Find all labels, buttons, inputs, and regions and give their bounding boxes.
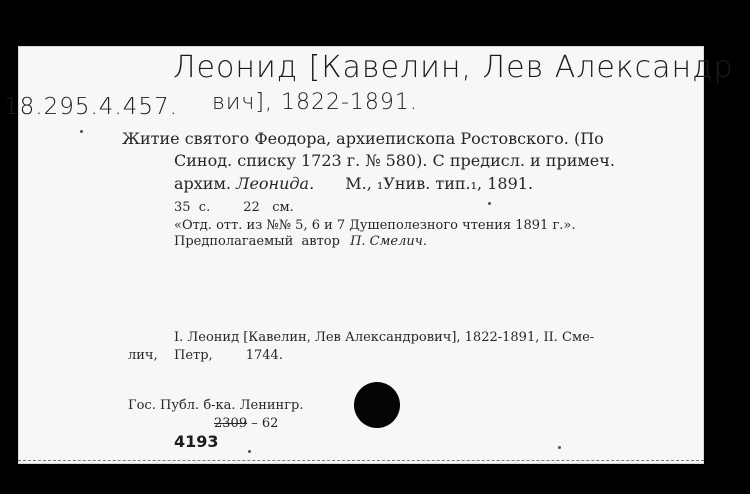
note-author-name: П. Смелич. [350, 234, 427, 249]
tracings-line-2: Петр, 1744. [174, 348, 283, 363]
handwritten-heading: Леонид [Кавелин, Лев Александр [173, 50, 734, 85]
imprint: М., ₁Унив. тип.₁, 1891. [345, 174, 534, 193]
speck [80, 130, 83, 133]
entry-title-line-2: Синод. списку 1723 г. № 580). С предисл. и примеч. [174, 151, 615, 170]
inventory-number: 4193 [174, 432, 219, 451]
entry-title-line-3 [174, 174, 533, 193]
speck [248, 450, 251, 453]
note-author [174, 234, 427, 249]
editor-prefix: архим. [174, 174, 231, 193]
ink-blot [354, 382, 400, 428]
library-number-struck: 2309 [214, 416, 248, 431]
tracings-line-1: I. Леонид [Кавелин, Лев Александрович], 1822-1891, II. Сме- [174, 330, 595, 345]
speck [558, 446, 561, 449]
catalog-card [4, 46, 734, 464]
handwritten-heading-continuation: вич], 1822-1891. [212, 90, 418, 115]
library-name: Гос. Публ. б-ка. Ленингр. [128, 398, 304, 413]
note-author-prefix: Предполагаемый автор [174, 234, 340, 249]
shelfmark: 18.295.4.457. [4, 94, 178, 120]
note-offprint: «Отд. отт. из №№ 5, 6 и 7 Душеполезного чтения 1891 г.». [174, 218, 576, 233]
tracings-line-2-left: лич, [128, 348, 158, 363]
card-bottom-edge [18, 460, 704, 461]
editor-name: Леонида. [236, 174, 315, 193]
library-year: 62 [261, 416, 279, 431]
entry-title-line-1: Житие святого Феодора, архиепископа Ростовского. (По [122, 129, 604, 148]
speck [488, 202, 491, 205]
collation: 35 с. 22 см. [174, 200, 294, 215]
library-number: 2309 – 62 [214, 416, 279, 431]
